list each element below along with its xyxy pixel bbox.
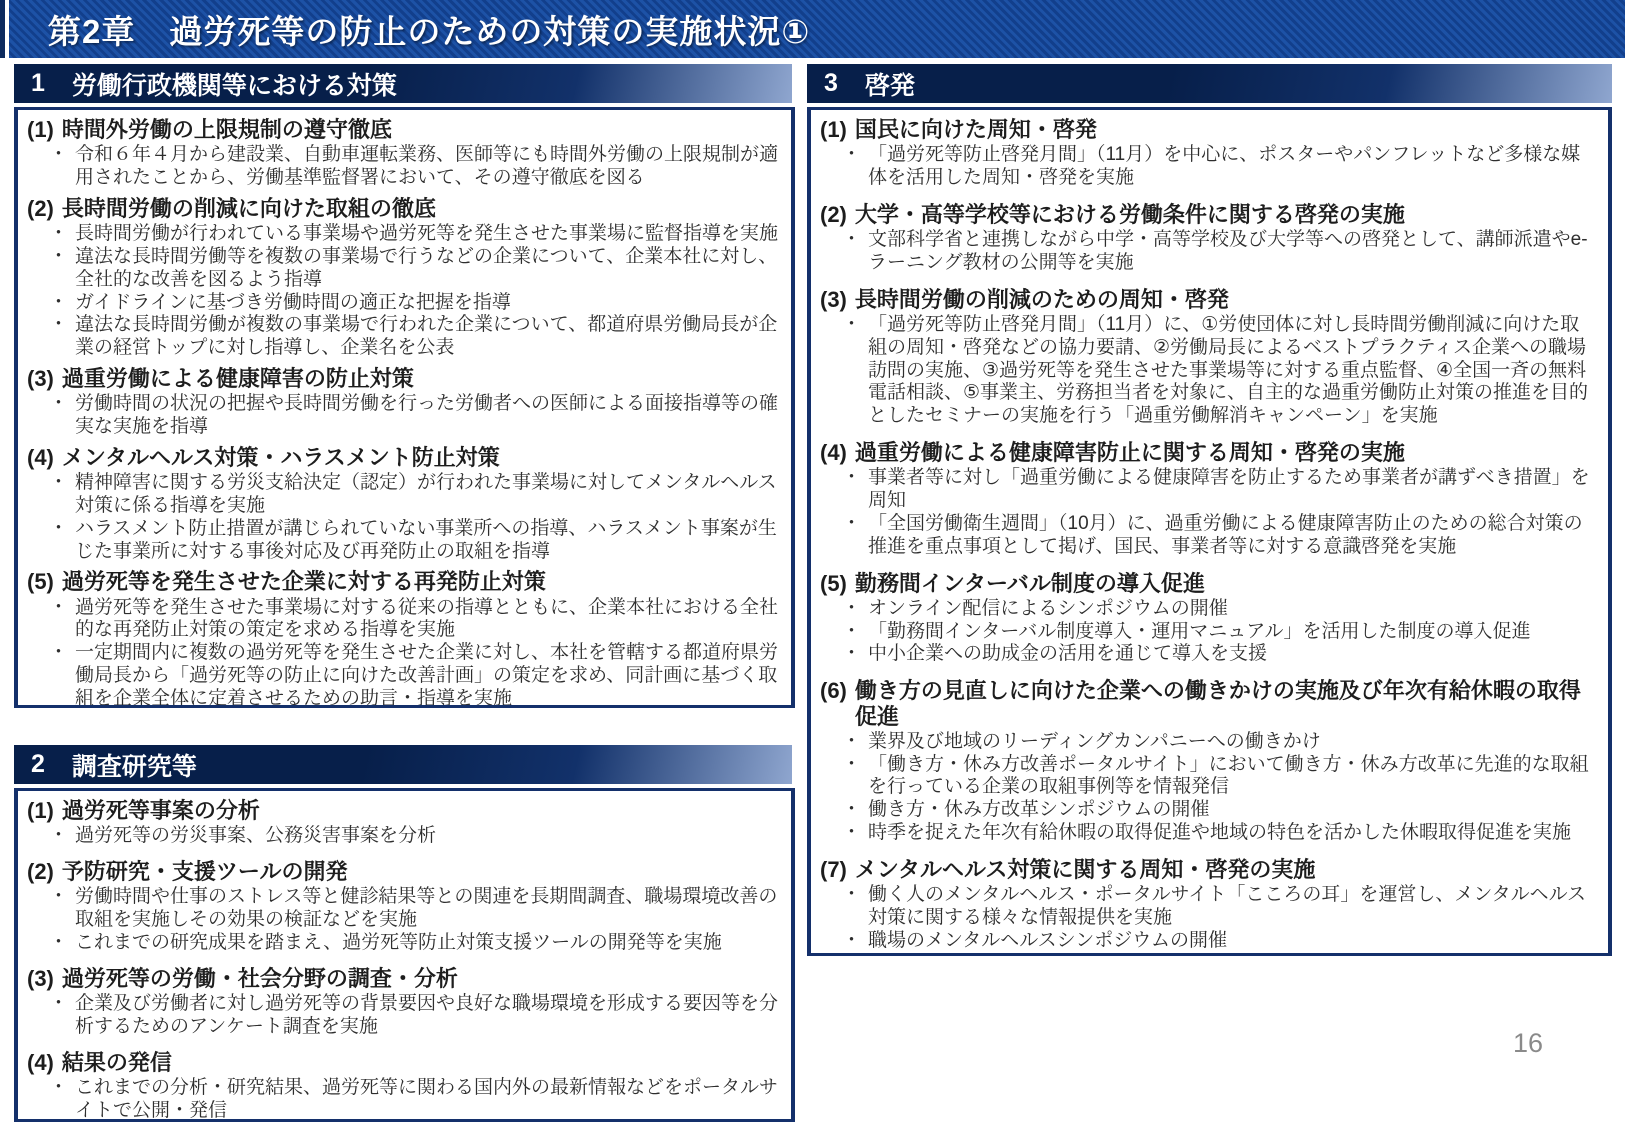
bullet-item [842,799,1598,822]
policy-item-title: メンタルヘルス対策・ハラスメント防止対策 [61,444,500,470]
bullet-item [49,886,781,932]
section-header-research [14,745,792,784]
banner-left-accent [0,0,5,58]
bullet-item [842,754,1598,800]
policy-item [820,678,1598,845]
policy-item [27,966,781,1039]
bullet-list [842,314,1598,428]
bullet-item [842,643,1598,666]
bullet-text: 精神障害に関する労災支給決定（認定）が行われた事業場に対してメンタルヘルス対策に係る指導を実施 [75,472,777,516]
policy-item [820,287,1598,428]
bullet-text: 「働き方・休み方改善ポータルサイト」において働き方・休み方改革に先進的な取組を行っている企業の取組事例等を情報発信 [868,753,1589,798]
bullet-item [842,930,1598,953]
policy-item-heading [27,1050,781,1075]
policy-item-heading [27,966,781,991]
policy-item [820,117,1598,190]
bullet-text: 「過労死等防止啓発月間」（11月）に、①労使団体に対し長時間労働削減に向けた取組の周知・啓発などの協力要請、②労働局長によるベストプラクティス企業への職場訪問の実施、③過労死等を発生させた事業場等に対する重点監督、④全国一斉の無料電話相談、⑤事業主、労務担当者を対象に、自主的な過重労働防止対策の推進を目的としたセミナーの実施を行う「過重労働解消キャンペーン」を実施 [868,314,1589,427]
bullet-item [842,621,1598,644]
policy-item-title: メンタルヘルス対策に関する周知・啓発の実施 [854,856,1316,882]
policy-item-title: 長時間労働の削減のための周知・啓発 [854,286,1229,312]
policy-item-number: (1) [820,117,847,142]
bullet-text: 中小企業への助成金の活用を通じて導入を支援 [868,643,1268,665]
bullet-item [49,825,781,848]
policy-item-number: (3) [27,365,54,391]
bullet-list [49,144,781,190]
bullet-item [842,314,1598,428]
bullet-text: 業界及び地域のリーディングカンパニーへの働きかけ [868,730,1321,752]
policy-item-heading [27,798,781,823]
bullet-marker: ・ [842,229,862,251]
policy-item-title: 過労死等の労働・社会分野の調査・分析 [61,965,458,991]
bullet-item [49,393,781,439]
bullet-item [842,467,1598,513]
policy-item [27,859,781,955]
bullet-text: 「過労死等防止啓発月間」（11月）を中心に、ポスターやパンフレットなど多様な媒体を活用した周知・啓発を実施 [868,144,1581,189]
section-number: 3 [824,69,838,97]
section-title: 調査研究等 [71,752,197,781]
bullet-item [49,1077,781,1122]
policy-item-heading [27,117,781,142]
policy-item-number: (2) [820,201,847,227]
bullet-list [842,598,1598,666]
bullet-list [49,472,781,563]
bullet-text: 違法な長時間労働が複数の事業場で行われた企業について、都道府県労働局長が企業の経営トップに対し指導し、企業名を公表 [75,314,778,359]
bullet-item [842,598,1598,621]
bullet-text: 過労死等の労災事案、公務災害事案を分析 [75,825,437,847]
policy-item-heading [820,440,1598,465]
bullet-text: ガイドラインに基づき労働時間の適正な把握を指導 [75,291,511,313]
policy-item-number: (6) [820,678,847,704]
bullet-marker: ・ [842,314,862,336]
bullet-marker: ・ [49,596,69,618]
bullet-item [842,884,1598,930]
policy-item [27,569,781,708]
bullet-marker: ・ [49,472,69,494]
bullet-list [49,1077,781,1122]
bullet-list [842,884,1598,952]
bullet-list [842,467,1598,558]
bullet-marker: ・ [842,799,862,821]
bullet-marker: ・ [49,314,69,336]
policy-item-title: 過重労働による健康障害防止に関する周知・啓発の実施 [854,440,1405,466]
bullet-text: 過労死等を発生させた事業場に対する従来の指導とともに、企業本社における全社的な再発防止対策の策定を求める指導を実施 [75,596,779,641]
bullet-marker: ・ [842,144,862,166]
bullet-marker: ・ [842,884,862,906]
bullet-marker: ・ [49,931,69,953]
bullet-marker: ・ [49,223,69,245]
bullet-item [49,246,781,292]
bullet-list [842,144,1598,190]
policy-item-heading [820,571,1598,596]
bullet-marker: ・ [842,512,862,534]
policy-item-title: 長時間労働の削減に向けた取組の徹底 [61,195,436,221]
policy-item-title: 結果の発信 [61,1049,172,1075]
bullet-text: これまでの分析・研究結果、過労死等に関わる国内外の最新情報などをポータルサイトで公開・発信 [75,1076,779,1121]
bullet-text: 事業者等に対し「過重労働による健康障害を防止するため事業者が講ずべき措置」を周知 [868,467,1590,512]
bullet-item [49,292,781,315]
bullet-marker: ・ [842,597,862,619]
bullet-list [49,886,781,954]
policy-item-heading [27,859,781,884]
policy-item-title: 国民に向けた周知・啓発 [854,117,1097,142]
policy-item [27,445,781,563]
policy-item [27,1050,781,1122]
policy-item-title: 過労死等事案の分析 [61,798,260,823]
policy-item-heading [27,196,781,221]
policy-item-number: (7) [820,856,847,882]
bullet-marker: ・ [842,822,862,844]
bullet-marker: ・ [842,753,862,775]
policy-item-title: 予防研究・支援ツールの開発 [61,859,348,885]
bullet-item [842,229,1598,275]
bullet-text: 文部科学省と連携しながら中学・高等学校及び大学等への啓発として、講師派遣やe-ラーニング教材の公開等を実施 [868,229,1588,273]
bullet-text: これまでの研究成果を踏まえ、過労死等防止対策支援ツールの開発等を実施 [75,931,722,953]
chapter-title-banner [9,0,1625,58]
bullet-marker: ・ [842,643,862,665]
policy-item-heading [27,569,781,594]
policy-item-title: 勤務間インターバル制度の導入促進 [854,570,1205,596]
policy-item-heading [820,678,1598,729]
policy-item [27,196,781,360]
page-title: 第2章 過労死等の防止のための対策の実施状況① [48,12,811,50]
bullet-text: 職場のメンタルヘルスシンポジウムの開催 [868,929,1228,951]
policy-item [820,202,1598,275]
bullet-list [49,597,781,708]
policy-item-number: (3) [27,965,54,991]
bullet-list [842,229,1598,275]
bullet-item [49,518,781,564]
policy-item-number: (5) [820,570,847,596]
bullet-text: 長時間労働が行われている事業場や過労死等を発生させた事業場に監督指導を実施 [75,223,779,245]
bullet-text: 労働時間の状況の把握や長時間労働を行った労働者への医師による面接指導等の確実な実施を指導 [75,393,779,438]
bullet-item [49,314,781,360]
policy-item [27,117,781,190]
policy-item-title: 過労死等を発生させた企業に対する再発防止対策 [61,569,546,595]
section-title: 労働行政機関等における対策 [71,71,397,100]
policy-item [27,366,781,439]
policy-item-number: (4) [27,1049,54,1075]
policy-item [820,571,1598,667]
bullet-marker: ・ [49,291,69,313]
bullet-marker: ・ [842,730,862,752]
bullet-marker: ・ [49,517,69,539]
bullet-text: 企業及び労働者に対し過労死等の背景要因や良好な職場環境を形成する要因等を分析するためのアンケート調査を実施 [75,993,779,1037]
bullet-marker: ・ [49,144,69,166]
section-title: 啓発 [864,71,915,100]
bullet-item [842,822,1598,845]
policy-item-title: 大学・高等学校等における労働条件に関する啓発の実施 [854,201,1405,227]
bullet-list [49,223,781,360]
bullet-text: 違法な長時間労働等を複数の事業場で行うなどの企業について、企業本社に対し、全社的な改善を図るよう指導 [75,245,778,290]
section-body-research [14,788,795,1122]
bullet-list [49,825,781,848]
policy-item-number: (2) [27,859,54,885]
bullet-list [842,731,1598,845]
bullet-marker: ・ [842,467,862,489]
policy-item-number: (3) [820,286,847,312]
bullet-item [49,472,781,518]
policy-item-number: (2) [27,195,54,221]
policy-item-number: (4) [820,440,847,466]
policy-item-heading [27,445,781,470]
bullet-text: 働き方・休み方改革シンポジウムの開催 [868,799,1210,821]
section-number: 2 [31,750,45,778]
bullet-text: 時季を捉えた年次有給休暇の取得促進や地域の特色を活かした休暇取得促進を実施 [868,822,1572,844]
bullet-text: オンライン配信によるシンポジウムの開催 [868,597,1228,619]
bullet-marker: ・ [49,393,69,415]
policy-item-title: 働き方の見直しに向けた企業への働きかけの実施及び年次有給休暇の取得促進 [854,678,1581,729]
bullet-list [49,993,781,1039]
policy-item [820,440,1598,558]
bullet-list [49,393,781,439]
bullet-marker: ・ [49,1076,69,1098]
bullet-marker: ・ [49,642,69,664]
page-number: 16 [1512,1028,1543,1058]
bullet-text: 一定期間内に複数の過労死等を発生させた企業に対し、本社を管轄する都道府県労働局長から「過労死等の防止に向けた改善計画」の策定を求め、同計画に基づく取組を企業全体に定着させるための助言・指導を実施 [75,642,779,708]
policy-item-heading [27,366,781,391]
policy-item-heading [820,117,1598,142]
bullet-item [842,144,1598,190]
bullet-marker: ・ [842,620,862,642]
section-number: 1 [31,69,45,97]
policy-item [820,857,1598,953]
bullet-item [842,731,1598,754]
bullet-marker: ・ [49,886,69,908]
policy-item-heading [820,202,1598,227]
bullet-text: 働く人のメンタルヘルス・ポータルサイト「こころの耳」を運営し、メンタルヘルス対策に関する様々な情報提供を実施 [868,884,1587,928]
bullet-text: 「全国労働衛生週間」（10月）に、過重労働による健康障害防止のための総合対策の推進を重点事項として掲げ、国民、事業者等に対する意識啓発を実施 [868,512,1583,557]
bullet-item [49,597,781,643]
bullet-item [842,513,1598,559]
policy-item [27,798,781,848]
section-body-awareness [807,107,1612,956]
bullet-marker: ・ [49,993,69,1015]
bullet-item [49,993,781,1039]
policy-item-number: (4) [27,444,54,470]
section-header-labor-admin [14,64,792,103]
policy-item-title: 時間外労働の上限規制の遵守徹底 [61,117,392,142]
section-header-awareness [807,64,1612,103]
bullet-text: ハラスメント防止措置が講じられていない事業所への指導、ハラスメント事案が生じた事業所に対する事後対応及び再発防止の取組を指導 [75,517,777,562]
bullet-text: 令和６年４月から建設業、自動車運転業務、医師等にも時間外労働の上限規制が適用されたことから、労働基準監督署において、その遵守徹底を図る [75,144,779,189]
bullet-marker: ・ [49,245,69,267]
bullet-item [49,932,781,955]
bullet-item [49,642,781,708]
bullet-text: 「勤務間インターバル制度導入・運用マニュアル」を活用した制度の導入促進 [868,620,1531,642]
section-body-labor-admin [14,107,795,708]
policy-item-heading [820,287,1598,312]
policy-item-number: (1) [27,798,54,823]
bullet-marker: ・ [49,825,69,847]
policy-item-number: (1) [27,117,54,142]
bullet-item [49,144,781,190]
bullet-item [49,223,781,246]
policy-item-title: 過重労働による健康障害の防止対策 [61,365,414,391]
policy-item-number: (5) [27,569,54,595]
bullet-text: 労働時間や仕事のストレス等と健診結果等との関連を長期間調査、職場環境改善の取組を実施しその効果の検証などを実施 [75,886,778,931]
policy-item-heading [820,857,1598,882]
bullet-marker: ・ [842,929,862,951]
